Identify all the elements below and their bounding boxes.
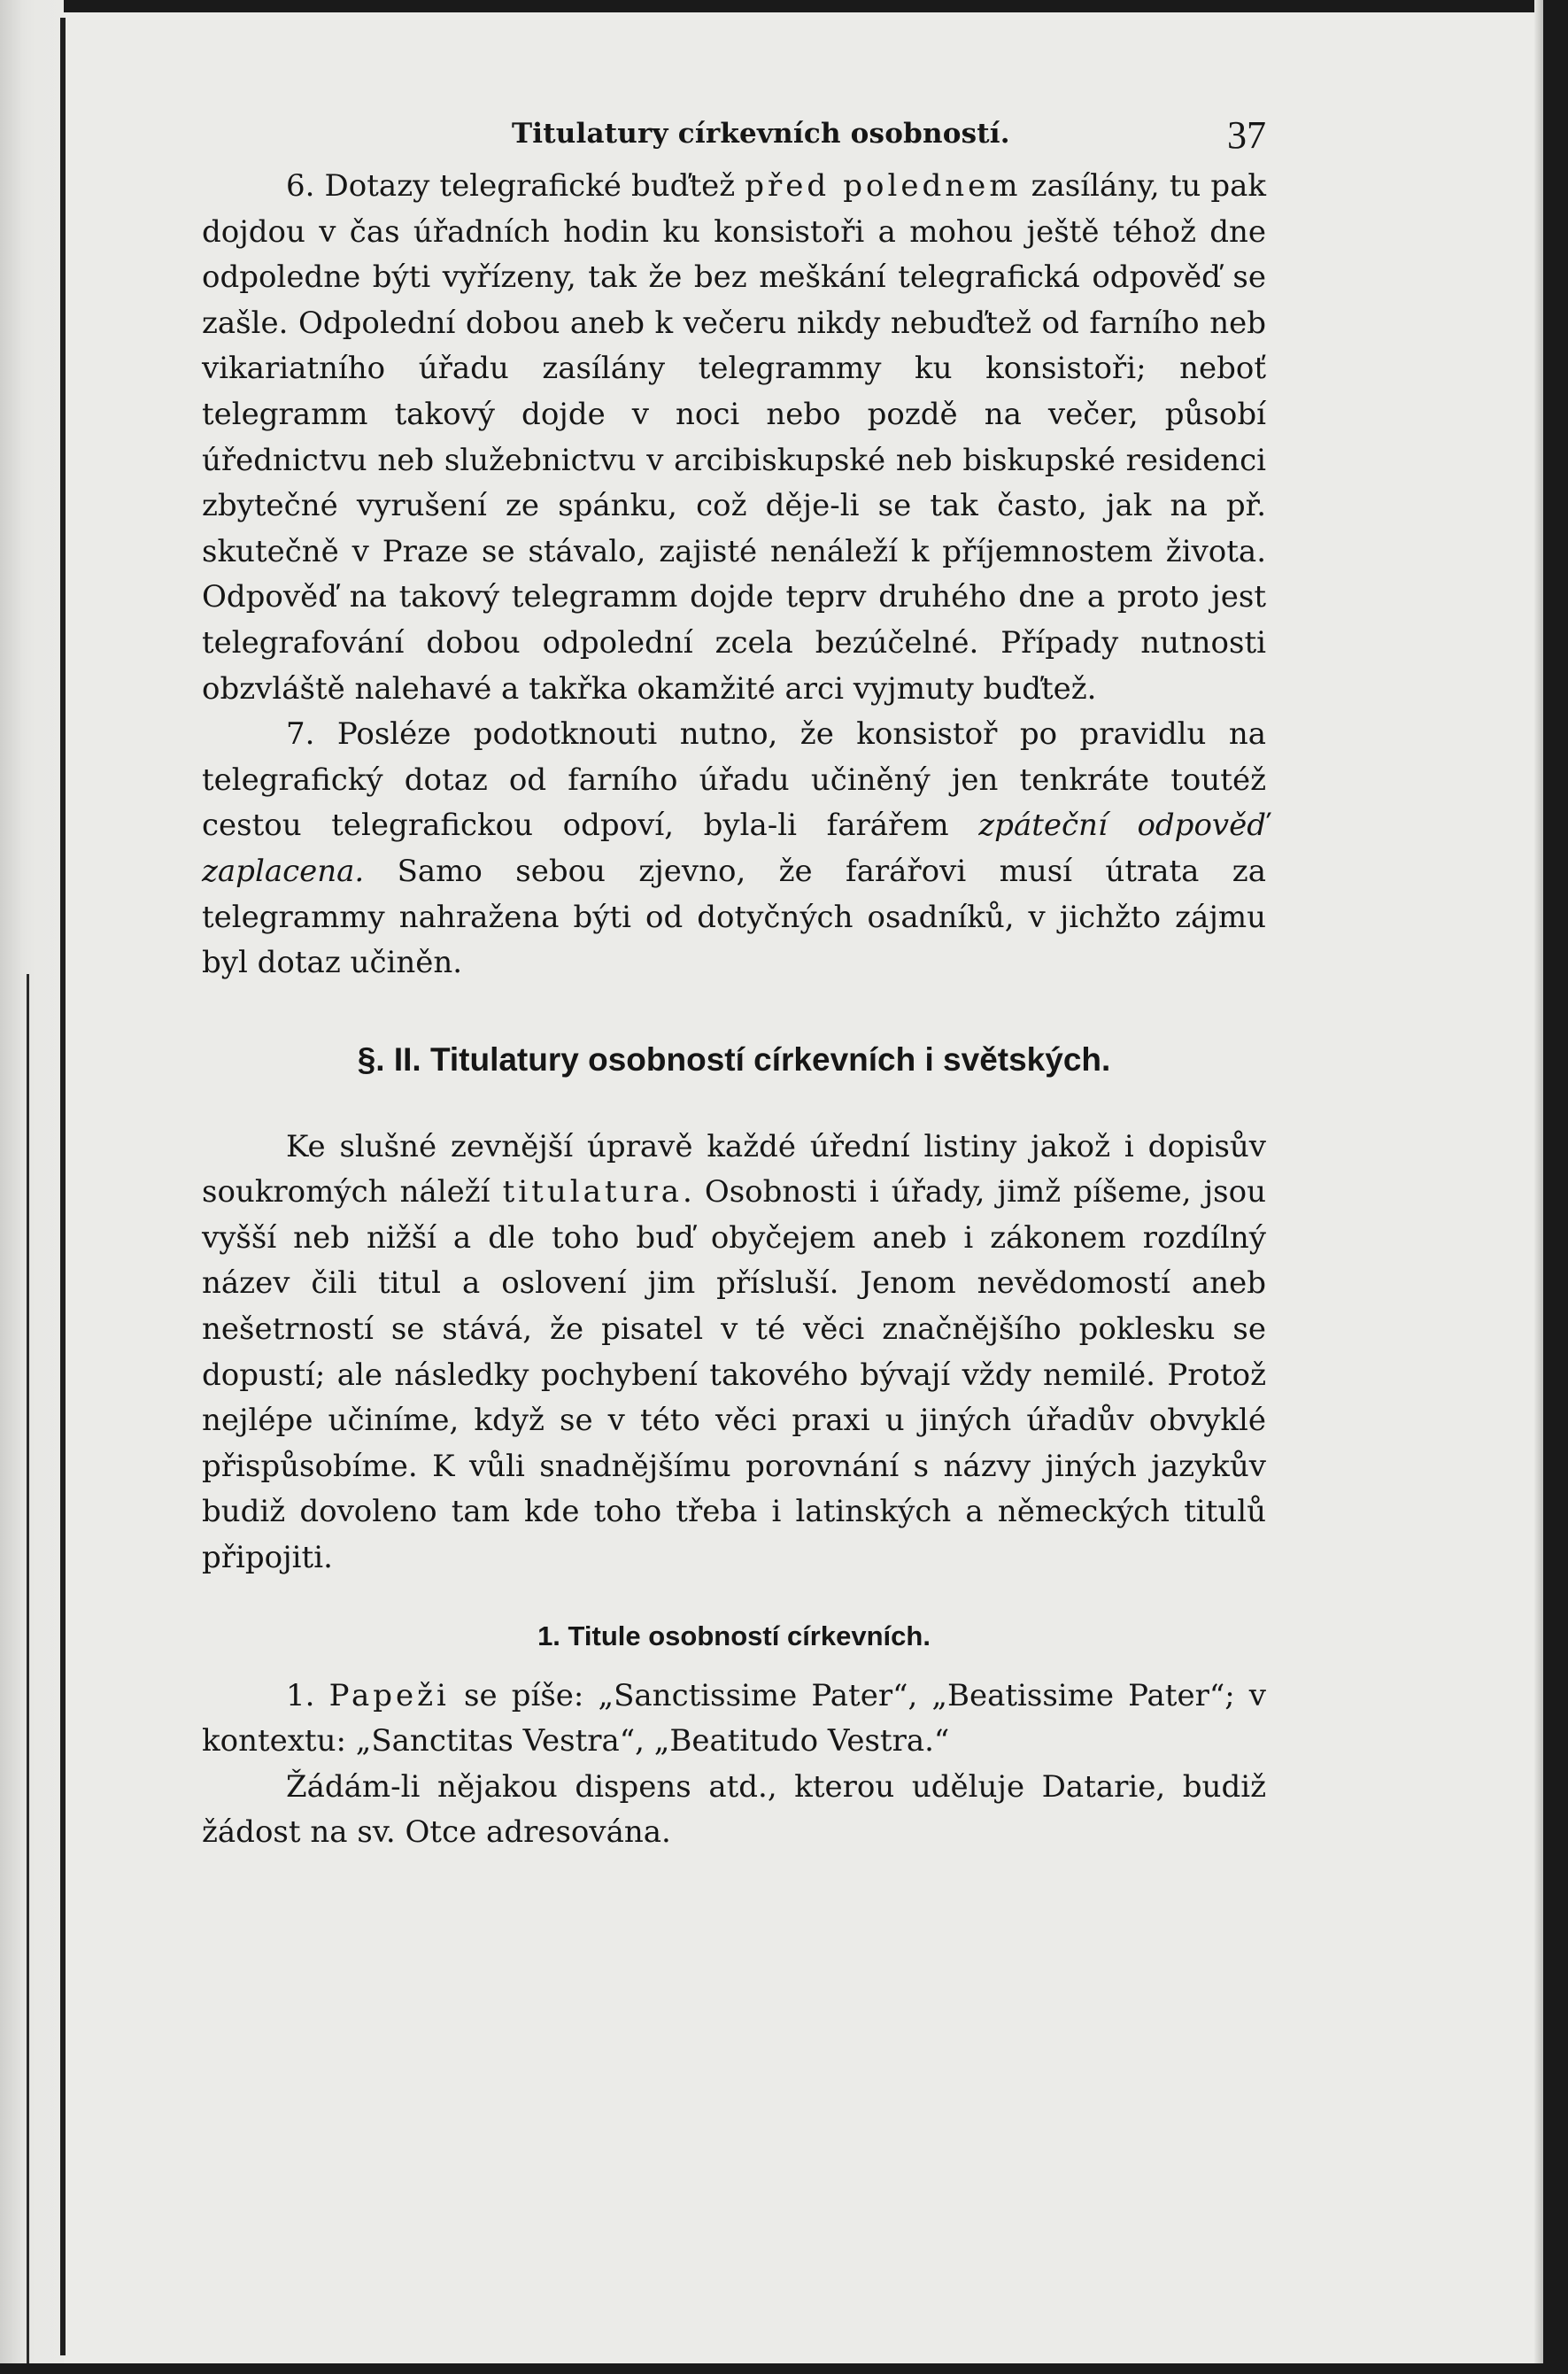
binding-edge-line-secondary [27,974,29,2373]
intro-text-b: . Osobnosti i úřady, jimž píšeme, jsou vyšší neb nižší a dle toho buď obyčejem aneb i zákonem rozdílný název čili titul a oslovení jim přísluší. Jenom nevědomostí aneb nešetrností se stává, že pisatel v té věci značnějšího poklesku se dopustí; ale následky pochybení takového bývají vždy nemilé. Protož nejlépe učiníme, když se v této věci praxi u jiných úřadův obvyklé přispůsobíme. K vůli snadnějšímu porovnání s názvy jiných jazykův budiž dovoleno tam kde toho třeba i latinských a německých titulů připojiti. [202,1174,1266,1576]
item-1-text: se píše: „Sanctissime Pater“, „Beatissime Pater“; v kontextu: „Sanctitas Vestra“, „Beatitudo Vestra.“ [202,1677,1266,1759]
paragraph-7 [202,712,1266,986]
intro-text-a: Ke slušné zevnější úpravě každé úřední listiny jakož i dopisův soukromých náleží [202,1128,1266,1210]
paragraph-6-number: 6. [286,168,315,204]
scan-border-bottom [0,2363,1568,2374]
binding-edge-line [60,18,66,2355]
item-1-continuation: Žádám-li nějakou dispens atd., kterou uděluje Datarie, budiž žádost na sv. Otce adresována. [202,1768,1266,1851]
paragraph-6 [202,164,1266,712]
item-1-emphasis: Papeži [328,1677,450,1713]
section-heading: §. II. Titulatury osobností církevních i světských. [357,1040,1111,1078]
paragraph-6-text-b: zasílány, tu pak dojdou v čas úřadních hodin ku konsistoři a mohou ještě téhož dne odpoledne býti vyřízeny, tak že bez meškání telegrafická odpověď se zašle. Odpolední dobou aneb k večeru nikdy nebuďtež od farního neb vikariatního úřadu zasílány telegrammy ku konsistoři; neboť telegramm takový dojde v noci nebo pozdě na večer, působí úřednictvu neb služebnictvu v arcibiskupské neb biskupské residenci zbytečné vyrušení ze spánku, což děje-li se tak často, jak na př. skutečně v Praze se stávalo, zajisté nenáleží k příjemnostem života. Odpověď na takový telegramm dojde teprv druhého dne a proto jest telegrafování dobou odpolední zcela bezúčelné. Případy nutnosti obzvláště nalehavé a takřka okamžité arci vyjmuty buďtež. [202,168,1266,707]
page-text-block [202,111,1266,1856]
paragraph-7-text-a: Posléze podotknouti nutno, že konsistoř po pravidlu na telegrafický dotaz od farního úřadu učiněný jen tenkráte toutéž cestou telegrafickou odpoví, byla-li farářem [202,716,1266,844]
scan-border-top [0,0,1568,12]
intro-paragraph [202,1125,1266,1581]
intro-emphasis: titulatura [502,1174,683,1210]
paragraph-7-number: 7. [286,716,315,753]
page-edge-shadow [1534,0,1543,2374]
paragraph-7-text-b: Samo sebou zjevno, že farářovi musí útrata za telegrammy nahražena býti od dotyčných osadníků, v jichžto zájmu byl dotaz učiněn. [202,853,1266,981]
subsection-heading: 1. Titule osobností církevních. [537,1620,931,1651]
page-number: 37 [1227,113,1266,157]
scan-border-right [1543,0,1568,2374]
paragraph-6-emphasis: před polednem [745,168,1022,204]
paragraph-7-emphasis: zpáteční odpověď zaplacena. [202,808,1267,889]
item-1-number: 1. [286,1677,315,1713]
running-title: Titulatury církevních osobností. [512,118,1010,150]
paragraph-6-text-a: Dotazy telegrafické buďtež [314,168,745,204]
scan-margin-left [0,0,64,2374]
running-header [202,111,1266,164]
item-1-paragraph [202,1674,1266,1765]
